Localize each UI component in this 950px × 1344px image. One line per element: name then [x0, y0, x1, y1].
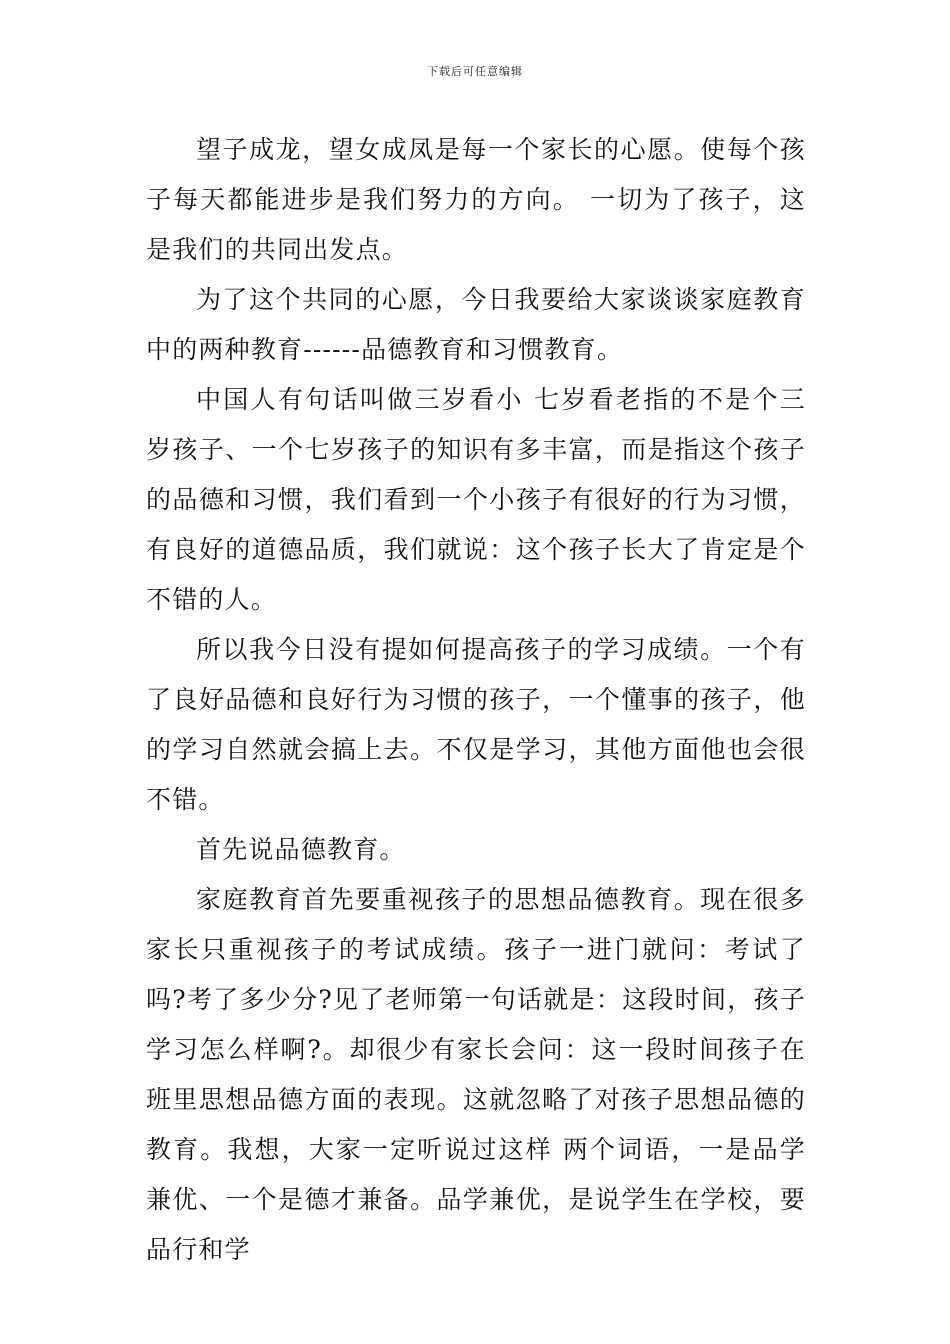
paragraph-1: 望子成龙，望女成凤是每一个家长的心愿。使每个孩子每天都能进步是我们努力的方向。 一切为了孩子，这是我们的共同出发点。	[146, 135, 806, 264]
paragraph-6: 家庭教育首先要重视孩子的思想品德教育。现在很多家长只重视孩子的考试成绩。孩子一进门就问：考试了吗?考了多少分?见了老师第一句话就是：这段时间，孩子学习怎么样啊?。却很少有家长会问：这一段时间孩子在班里思想品德方面的表现。这就忽略了对孩子思想品德的教育。我想，大家一定听说过这样 两个词语，一是品学兼优、一个是德才兼备。品学兼优，是说学生在学校，要品行和学	[146, 885, 806, 1264]
paragraph-3: 中国人有句话叫做三岁看小 七岁看老指的不是个三岁孩子、一个七岁孩子的知识有多丰富，而是指这个孩子的品德和习惯，我们看到一个小孩子有很好的行为习惯，有良好的道德品质，我们就说：这个孩子长大了肯定是个不错的人。	[146, 385, 806, 614]
paragraph-2: 为了这个共同的心愿，今日我要给大家谈谈家庭教育中的两种教育------品德教育和习惯教育。	[146, 285, 806, 364]
paragraph-4: 所以我今日没有提如何提高孩子的学习成绩。一个有了良好品德和良好行为习惯的孩子，一个懂事的孩子，他的学习自然就会搞上去。不仅是学习，其他方面他也会很不错。	[146, 635, 806, 814]
document-body	[146, 125, 806, 1275]
paragraph-5: 首先说品德教育。	[196, 835, 406, 864]
page-header: 下载后可任意编辑	[427, 65, 523, 78]
